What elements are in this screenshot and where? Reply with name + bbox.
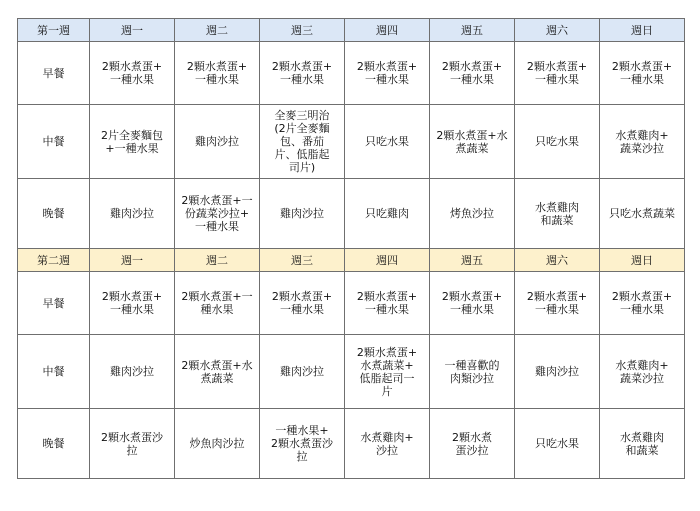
meal-cell: 雞肉沙拉 <box>175 105 260 179</box>
week-label: 第二週 <box>18 249 90 272</box>
meal-cell: 2顆水煮蛋+ 一種水果 <box>430 272 515 335</box>
meal-cell: 一種水果+ 2顆水煮蛋沙 拉 <box>260 409 345 479</box>
meal-cell: 2顆水煮蛋+ 一種水果 <box>175 42 260 105</box>
meal-cell: 2顆水煮蛋+ 一種水果 <box>600 42 685 105</box>
meal-cell: 2顆水煮蛋+水 煮蔬菜 <box>175 335 260 409</box>
day-header: 週三 <box>260 19 345 42</box>
meal-cell: 只吃水果 <box>515 409 600 479</box>
meal-cell: 2片全麥麵包 +一種水果 <box>90 105 175 179</box>
meal-cell: 2顆水煮蛋沙 拉 <box>90 409 175 479</box>
meal-cell: 2顆水煮蛋+ 一種水果 <box>430 42 515 105</box>
table-row <box>18 179 685 249</box>
week-label: 第一週 <box>18 19 90 42</box>
day-header: 週三 <box>260 249 345 272</box>
day-header: 週日 <box>600 249 685 272</box>
table-row <box>18 409 685 479</box>
meal-cell: 水煮雞肉 和蔬菜 <box>600 409 685 479</box>
table-row <box>18 335 685 409</box>
meal-label: 早餐 <box>18 272 90 335</box>
meal-cell: 2顆水煮蛋+ 一種水果 <box>600 272 685 335</box>
meal-cell: 雞肉沙拉 <box>90 179 175 249</box>
day-header: 週一 <box>90 19 175 42</box>
meal-cell: 2顆水煮蛋+一 種水果 <box>175 272 260 335</box>
meal-cell: 2顆水煮蛋+一 份蔬菜沙拉+ 一種水果 <box>175 179 260 249</box>
meal-cell: 炒魚肉沙拉 <box>175 409 260 479</box>
meal-cell: 雞肉沙拉 <box>515 335 600 409</box>
meal-cell: 雞肉沙拉 <box>90 335 175 409</box>
meal-label: 晚餐 <box>18 179 90 249</box>
day-header: 週日 <box>600 19 685 42</box>
table-row <box>18 272 685 335</box>
meal-cell: 只吃水果 <box>515 105 600 179</box>
meal-cell: 雞肉沙拉 <box>260 335 345 409</box>
meal-cell: 2顆水煮蛋+ 一種水果 <box>260 272 345 335</box>
meal-cell: 烤魚沙拉 <box>430 179 515 249</box>
meal-plan-table <box>17 18 685 479</box>
day-header: 週一 <box>90 249 175 272</box>
table-row <box>18 105 685 179</box>
meal-cell: 只吃雞肉 <box>345 179 430 249</box>
day-header: 週二 <box>175 19 260 42</box>
meal-cell: 一種喜歡的 肉類沙拉 <box>430 335 515 409</box>
meal-cell: 只吃水果 <box>345 105 430 179</box>
day-header: 週四 <box>345 19 430 42</box>
meal-label: 早餐 <box>18 42 90 105</box>
meal-cell: 水煮雞肉+ 蔬菜沙拉 <box>600 335 685 409</box>
meal-cell: 水煮雞肉+ 蔬菜沙拉 <box>600 105 685 179</box>
week-header-row <box>18 19 685 42</box>
meal-cell: 2顆水煮蛋+ 一種水果 <box>345 272 430 335</box>
meal-label: 晚餐 <box>18 409 90 479</box>
table-row <box>18 42 685 105</box>
meal-cell: 2顆水煮蛋+ 水煮蔬菜+ 低脂起司一 片 <box>345 335 430 409</box>
meal-cell: 雞肉沙拉 <box>260 179 345 249</box>
meal-cell: 2顆水煮蛋+ 一種水果 <box>515 42 600 105</box>
day-header: 週四 <box>345 249 430 272</box>
meal-cell: 2顆水煮蛋+ 一種水果 <box>260 42 345 105</box>
day-header: 週五 <box>430 19 515 42</box>
week-header-row <box>18 249 685 272</box>
meal-cell: 2顆水煮蛋+ 一種水果 <box>90 272 175 335</box>
meal-cell: 2顆水煮蛋+ 一種水果 <box>345 42 430 105</box>
meal-cell: 2顆水煮蛋+ 一種水果 <box>515 272 600 335</box>
meal-cell: 水煮雞肉 和蔬菜 <box>515 179 600 249</box>
meal-cell: 水煮雞肉+ 沙拉 <box>345 409 430 479</box>
meal-cell: 只吃水煮蔬菜 <box>600 179 685 249</box>
meal-label: 中餐 <box>18 105 90 179</box>
meal-cell: 2顆水煮蛋+ 一種水果 <box>90 42 175 105</box>
day-header: 週六 <box>515 19 600 42</box>
meal-cell: 全麥三明治 (2片全麥麵 包、番茄 片、低脂起 司片) <box>260 105 345 179</box>
meal-cell: 2顆水煮 蛋沙拉 <box>430 409 515 479</box>
day-header: 週五 <box>430 249 515 272</box>
meal-label: 中餐 <box>18 335 90 409</box>
meal-cell: 2顆水煮蛋+水 煮蔬菜 <box>430 105 515 179</box>
day-header: 週六 <box>515 249 600 272</box>
day-header: 週二 <box>175 249 260 272</box>
